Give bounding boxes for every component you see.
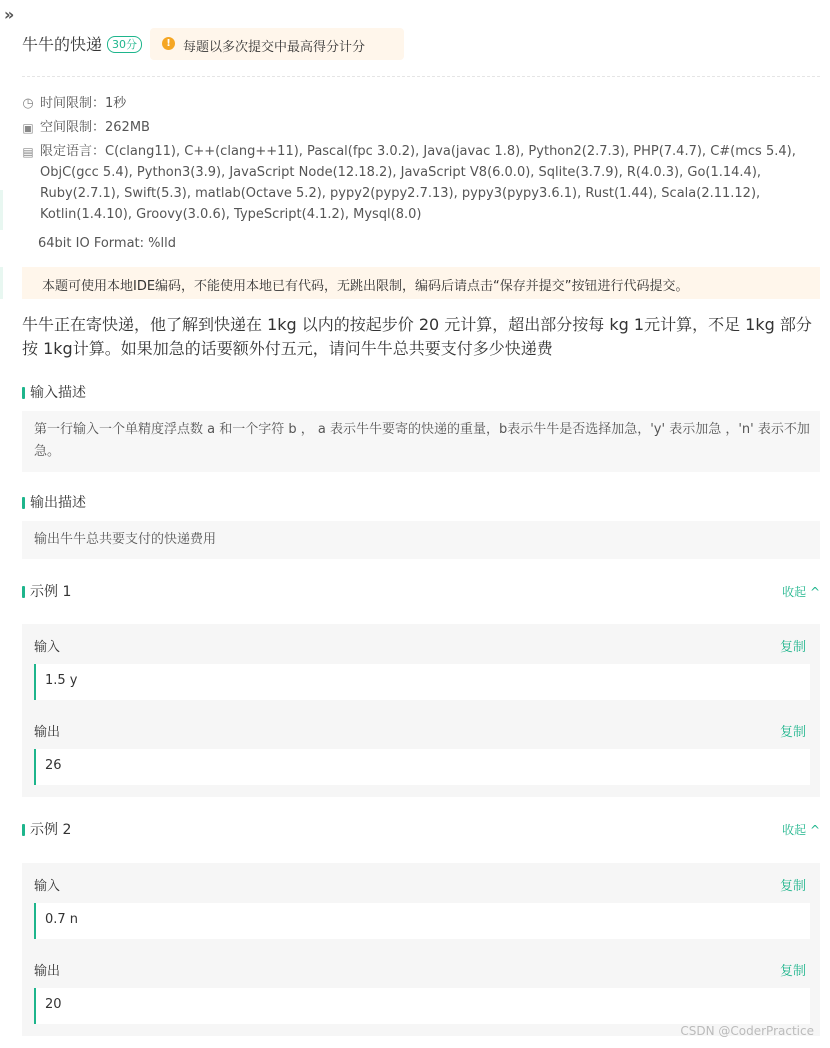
time-limit xyxy=(22,92,820,116)
score-notice-text: 每题以多次提交中最高得分计分 xyxy=(183,40,366,55)
collapse-label: 收起 xyxy=(782,823,807,837)
copy-output-button[interactable]: 复制 xyxy=(779,964,806,979)
section-bar xyxy=(22,387,25,399)
input-label: 输入 xyxy=(34,879,61,894)
expand-sidebar-icon[interactable]: » xyxy=(4,5,15,24)
score-notice xyxy=(150,28,404,60)
language-limit xyxy=(22,140,820,225)
sidebar-edge xyxy=(0,190,3,230)
section-bar xyxy=(22,586,25,598)
section-label: 示例 2 xyxy=(30,822,72,838)
example-output-value: 26 xyxy=(45,758,62,773)
output-label: 输出 xyxy=(34,725,61,740)
input-label: 输入 xyxy=(34,640,61,655)
example-1-title xyxy=(22,583,820,601)
example-output-code[interactable] xyxy=(34,749,810,785)
section-label: 示例 1 xyxy=(30,584,72,600)
problem-header xyxy=(22,28,820,60)
watermark: CSDN @CoderPractice xyxy=(680,1024,814,1038)
example-input-code[interactable] xyxy=(34,903,810,939)
section-bar xyxy=(22,824,25,836)
language-icon: ▤ xyxy=(22,145,34,159)
copy-output-button[interactable]: 复制 xyxy=(779,725,806,740)
example-1-box xyxy=(22,624,820,797)
example-input-code[interactable] xyxy=(34,664,810,700)
ide-note-text: 本题可使用本地IDE编码，不能使用本地已有代码，无跳出限制，编码后请点击“保存并提交”按钮进行代码提交。 xyxy=(42,279,689,294)
divider xyxy=(22,76,820,77)
space-limit-text: 空间限制：262MB xyxy=(40,120,150,135)
collapse-button[interactable] xyxy=(782,583,820,601)
collapse-button[interactable] xyxy=(782,821,820,839)
section-label: 输出描述 xyxy=(30,495,86,511)
problem-description: 牛牛正在寄快递，他了解到快递在 1kg 以内的按起步价 20 元计算，超出部分按每 kg 1元计算，不足 1kg 部分按 1kg计算。如果加急的话要额外付五元，请问牛牛总共要支付多少快递费 xyxy=(22,315,812,358)
collapse-label: 收起 xyxy=(782,585,807,599)
chevron-up-icon: ^ xyxy=(809,585,820,599)
output-description-title xyxy=(22,494,820,512)
output-label: 输出 xyxy=(34,964,61,979)
ide-note xyxy=(22,267,820,299)
copy-input-button[interactable]: 复制 xyxy=(779,640,806,655)
output-description-box xyxy=(22,521,820,559)
memory-icon: ▣ xyxy=(22,121,34,135)
example-input-value: 1.5 y xyxy=(45,673,78,688)
section-bar xyxy=(22,497,25,509)
chevron-up-icon: ^ xyxy=(809,823,820,837)
copy-input-button[interactable]: 复制 xyxy=(779,879,806,894)
output-description-text: 输出牛牛总共要支付的快递费用 xyxy=(34,532,217,547)
score-badge: 30分 xyxy=(107,36,142,53)
section-label: 输入描述 xyxy=(30,385,86,401)
input-description-box xyxy=(22,411,820,472)
time-limit-text: 时间限制：1秒 xyxy=(40,96,127,111)
example-output-value: 20 xyxy=(45,997,62,1012)
language-limit-text: 限定语言：C(clang11), C++(clang++11), Pascal(fpc 3.0.2), Java(javac 1.8), Python2(2.7.3), PHP(7.4.7), C#(mcs 5.4), ObjC(gcc 5.4), Python3(3.9), JavaScript Node(12.18.2), JavaScript V8(6.0.0), Sqlite(3.7.9), R(4.0.3), Go(1.14.4), Ruby(2.7.1), Swift(5.3), matlab(Octave 5.2), pypy2(pypy2.7.13), pypy3(pypy3.6.1), Rust(1.44), Scala(2.11.12), Kotlin(1.4.10), Groovy(3.0.6), TypeScript(4.1.2), Mysql(8.0) xyxy=(40,144,796,222)
sidebar-edge xyxy=(0,267,3,299)
example-2-title xyxy=(22,821,820,839)
space-limit xyxy=(22,116,820,140)
input-description-title xyxy=(22,384,820,402)
io-format: 64bit IO Format: %lld xyxy=(38,236,176,251)
warning-icon: ! xyxy=(162,37,175,50)
input-description-text: 第一行输入一个单精度浮点数 a 和一个字符 b ， a 表示牛牛要寄的快递的重量，b表示牛牛是否选择加急，'y' 表示加急 ，'n' 表示不加急。 xyxy=(34,422,810,459)
example-input-value: 0.7 n xyxy=(45,912,79,927)
example-2-box xyxy=(22,863,820,1036)
problem-title: 牛牛的快递 xyxy=(22,35,103,54)
limits-block xyxy=(22,92,820,225)
clock-icon: ◷ xyxy=(22,96,34,111)
example-output-code[interactable] xyxy=(34,988,810,1024)
